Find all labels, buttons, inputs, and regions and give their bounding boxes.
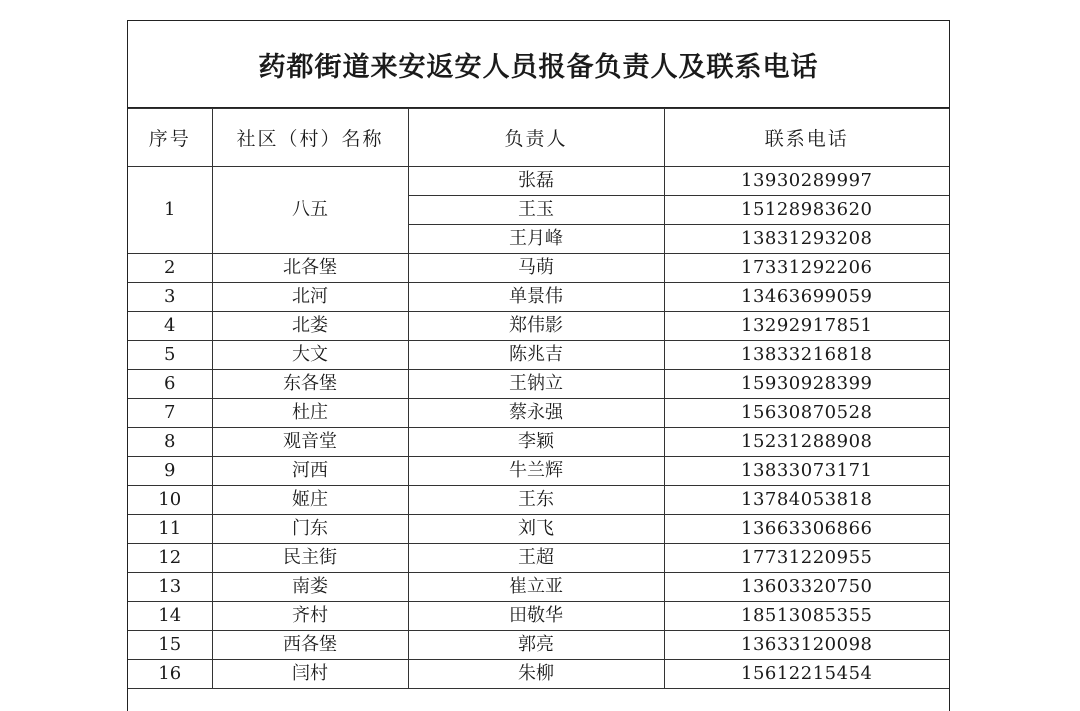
row-person: 刘飞	[408, 515, 664, 544]
contact-table	[128, 108, 949, 689]
row-index: 4	[128, 312, 212, 341]
row-community: 观音堂	[212, 428, 408, 457]
row-community: 民主街	[212, 544, 408, 573]
header-community: 社区（村）名称	[212, 109, 408, 167]
row-person: 蔡永强	[408, 399, 664, 428]
header-person: 负责人	[408, 109, 664, 167]
row-phone: 18513085355	[664, 602, 949, 631]
row-phone: 13292917851	[664, 312, 949, 341]
table-row	[128, 341, 949, 370]
row-person: 王超	[408, 544, 664, 573]
row-person: 崔立亚	[408, 573, 664, 602]
table-row	[128, 283, 949, 312]
row-phone: 17331292206	[664, 254, 949, 283]
row-phone: 15930928399	[664, 370, 949, 399]
row-phone: 15630870528	[664, 399, 949, 428]
row-index: 3	[128, 283, 212, 312]
row-person: 郑伟影	[408, 312, 664, 341]
row-index: 14	[128, 602, 212, 631]
row-person: 王玉	[408, 196, 664, 225]
header-index: 序号	[128, 109, 212, 167]
row-person: 马萌	[408, 254, 664, 283]
row-phone: 15612215454	[664, 660, 949, 689]
contact-sheet	[127, 20, 950, 711]
row-community: 西各堡	[212, 631, 408, 660]
row-index: 8	[128, 428, 212, 457]
row-person: 田敬华	[408, 602, 664, 631]
row-community: 大文	[212, 341, 408, 370]
row-phone: 17731220955	[664, 544, 949, 573]
table-row	[128, 515, 949, 544]
table-row	[128, 399, 949, 428]
row-community: 北娄	[212, 312, 408, 341]
row-community: 姬庄	[212, 486, 408, 515]
row-person: 陈兆吉	[408, 341, 664, 370]
row-phone: 15128983620	[664, 196, 949, 225]
row-index: 16	[128, 660, 212, 689]
row-person: 王月峰	[408, 225, 664, 254]
row-person: 王东	[408, 486, 664, 515]
row-community: 河西	[212, 457, 408, 486]
row-person: 王钠立	[408, 370, 664, 399]
table-row	[128, 370, 949, 399]
row-person: 牛兰辉	[408, 457, 664, 486]
row-community: 闫村	[212, 660, 408, 689]
row-community: 北各堡	[212, 254, 408, 283]
row-index: 6	[128, 370, 212, 399]
table-row	[128, 312, 949, 341]
row-index: 10	[128, 486, 212, 515]
row-index: 12	[128, 544, 212, 573]
header-phone: 联系电话	[664, 109, 949, 167]
row-phone: 15231288908	[664, 428, 949, 457]
table-row	[128, 573, 949, 602]
row-index: 11	[128, 515, 212, 544]
table-row	[128, 544, 949, 573]
table-row	[128, 602, 949, 631]
row-community: 杜庄	[212, 399, 408, 428]
row-phone: 13663306866	[664, 515, 949, 544]
row-community: 八五	[212, 167, 408, 254]
row-index: 7	[128, 399, 212, 428]
table-row	[128, 428, 949, 457]
row-phone: 13831293208	[664, 225, 949, 254]
row-index: 5	[128, 341, 212, 370]
row-phone: 13833073171	[664, 457, 949, 486]
row-community: 南娄	[212, 573, 408, 602]
table-body	[128, 167, 949, 689]
table-row	[128, 631, 949, 660]
document-title: 药都街道来安返安人员报备负责人及联系电话	[128, 21, 949, 108]
table-header-row	[128, 109, 949, 167]
row-person: 郭亮	[408, 631, 664, 660]
row-phone: 13633120098	[664, 631, 949, 660]
table-row	[128, 457, 949, 486]
table-row	[128, 486, 949, 515]
row-phone: 13833216818	[664, 341, 949, 370]
row-index: 1	[128, 167, 212, 254]
row-community: 东各堡	[212, 370, 408, 399]
row-community: 门东	[212, 515, 408, 544]
table-row	[128, 254, 949, 283]
row-person: 单景伟	[408, 283, 664, 312]
row-person: 朱柳	[408, 660, 664, 689]
row-index: 9	[128, 457, 212, 486]
row-index: 15	[128, 631, 212, 660]
table-row	[128, 167, 949, 196]
row-phone: 13463699059	[664, 283, 949, 312]
row-person: 张磊	[408, 167, 664, 196]
row-index: 13	[128, 573, 212, 602]
row-community: 北河	[212, 283, 408, 312]
row-phone: 13603320750	[664, 573, 949, 602]
row-community: 齐村	[212, 602, 408, 631]
row-index: 2	[128, 254, 212, 283]
row-person: 李颖	[408, 428, 664, 457]
row-phone: 13784053818	[664, 486, 949, 515]
row-phone: 13930289997	[664, 167, 949, 196]
table-row	[128, 660, 949, 689]
